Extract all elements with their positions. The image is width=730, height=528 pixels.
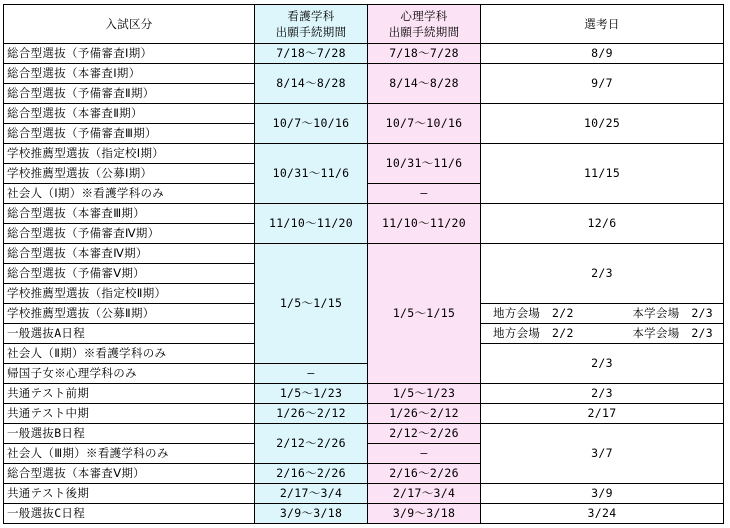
category-cell: 学校推薦型選抜（指定校Ⅱ期） xyxy=(4,284,255,304)
table-row xyxy=(4,204,724,224)
table-row xyxy=(4,104,724,124)
nursing-period-cell: — xyxy=(255,364,368,384)
header-psych: 心理学科 出願手続期間 xyxy=(368,5,481,44)
psych-period-cell: 1/5～1/23 xyxy=(368,384,481,404)
exam-date-cell: 2/3 xyxy=(481,384,724,404)
table-row xyxy=(4,504,724,524)
category-cell: 社会人（Ⅲ期）※看護学科のみ xyxy=(4,444,255,464)
category-cell: 総合型選抜（本審査Ⅳ期） xyxy=(4,244,255,264)
table-row xyxy=(4,44,724,64)
nursing-period-cell: 10/31～11/6 xyxy=(255,144,368,204)
exam-date-cell: 11/15 xyxy=(481,144,724,204)
category-cell: 総合型選抜（本審査Ⅰ期） xyxy=(4,64,255,84)
category-cell: 総合型選抜（予備審査Ⅰ期） xyxy=(4,44,255,64)
category-cell: 共通テスト前期 xyxy=(4,384,255,404)
psych-period-cell: — xyxy=(368,184,481,204)
category-cell: 一般選抜B日程 xyxy=(4,424,255,444)
category-cell: 一般選抜C日程 xyxy=(4,504,255,524)
category-cell: 総合型選抜（予備審査Ⅱ期） xyxy=(4,84,255,104)
nursing-period-cell: 10/7～10/16 xyxy=(255,104,368,144)
category-cell: 総合型選抜（予備審Ⅴ期） xyxy=(4,264,255,284)
psych-period-cell: 1/26～2/12 xyxy=(368,404,481,424)
nursing-period-cell: 1/5～1/23 xyxy=(255,384,368,404)
exam-date-cell: 2/17 xyxy=(481,404,724,424)
psych-period-cell: 11/10～11/20 xyxy=(368,204,481,244)
exam-date-cell: 2/3 xyxy=(481,344,724,384)
table-row xyxy=(4,144,724,164)
category-cell: 学校推薦型選抜（公募Ⅰ期） xyxy=(4,164,255,184)
category-cell: 共通テスト後期 xyxy=(4,484,255,504)
category-cell: 共通テスト中期 xyxy=(4,404,255,424)
nursing-period-cell: 2/16～2/26 xyxy=(255,464,368,484)
table-row xyxy=(4,244,724,264)
table-row xyxy=(4,484,724,504)
nursing-period-cell: 11/10～11/20 xyxy=(255,204,368,244)
header-nursing: 看護学科 出願手続期間 xyxy=(255,5,368,44)
psych-period-cell: 2/16～2/26 xyxy=(368,464,481,484)
nursing-period-cell: 1/5～1/15 xyxy=(255,244,368,364)
table-row xyxy=(4,404,724,424)
nursing-period-cell: 2/17～3/4 xyxy=(255,484,368,504)
category-cell: 学校推薦型選抜（公募Ⅱ期） xyxy=(4,304,255,324)
psych-period-cell: 8/14～8/28 xyxy=(368,64,481,104)
psych-period-cell: 2/12～2/26 xyxy=(368,424,481,444)
nursing-period-cell: 2/12～2/26 xyxy=(255,424,368,464)
nursing-period-cell: 1/26～2/12 xyxy=(255,404,368,424)
psych-period-cell: 7/18～7/28 xyxy=(368,44,481,64)
psych-period-cell: — xyxy=(368,444,481,464)
exam-date-cell: 10/25 xyxy=(481,104,724,144)
category-cell: 総合型選抜（本審査Ⅱ期） xyxy=(4,104,255,124)
category-cell: 学校推薦型選抜（指定校Ⅰ期） xyxy=(4,144,255,164)
header-category: 入試区分 xyxy=(4,5,255,44)
nursing-period-cell: 3/9～3/18 xyxy=(255,504,368,524)
exam-date-cell: 3/9 xyxy=(481,484,724,504)
table-row xyxy=(4,64,724,84)
admission-schedule-table xyxy=(3,4,724,524)
exam-date-cell: 地方会場 2/2 本学会場 2/3 xyxy=(481,304,724,324)
category-cell: 社会人（Ⅱ期）※看護学科のみ xyxy=(4,344,255,364)
psych-period-cell: 10/31～11/6 xyxy=(368,144,481,184)
category-cell: 一般選抜A日程 xyxy=(4,324,255,344)
category-cell: 総合型選抜（予備審査Ⅲ期） xyxy=(4,124,255,144)
category-cell: 総合型選抜（本審査Ⅲ期） xyxy=(4,204,255,224)
table-header-row xyxy=(4,5,724,44)
category-cell: 帰国子女※心理学科のみ xyxy=(4,364,255,384)
header-exam-date: 選考日 xyxy=(481,5,724,44)
psych-period-cell: 2/17～3/4 xyxy=(368,484,481,504)
nursing-period-cell: 7/18～7/28 xyxy=(255,44,368,64)
psych-period-cell: 1/5～1/15 xyxy=(368,244,481,384)
psych-period-cell: 10/7～10/16 xyxy=(368,104,481,144)
category-cell: 総合型選抜（本審査Ⅴ期） xyxy=(4,464,255,484)
exam-date-cell: 2/3 xyxy=(481,244,724,304)
category-cell: 社会人（Ⅰ期）※看護学科のみ xyxy=(4,184,255,204)
nursing-period-cell: 8/14～8/28 xyxy=(255,64,368,104)
exam-date-cell: 3/24 xyxy=(481,504,724,524)
table-row xyxy=(4,424,724,444)
exam-date-cell: 3/7 xyxy=(481,424,724,484)
exam-date-cell: 9/7 xyxy=(481,64,724,104)
table-row xyxy=(4,384,724,404)
psych-period-cell: 3/9～3/18 xyxy=(368,504,481,524)
exam-date-cell: 8/9 xyxy=(481,44,724,64)
category-cell: 総合型選抜（予備審査Ⅳ期） xyxy=(4,224,255,244)
exam-date-cell: 12/6 xyxy=(481,204,724,244)
exam-date-cell: 地方会場 2/2 本学会場 2/3 xyxy=(481,324,724,344)
